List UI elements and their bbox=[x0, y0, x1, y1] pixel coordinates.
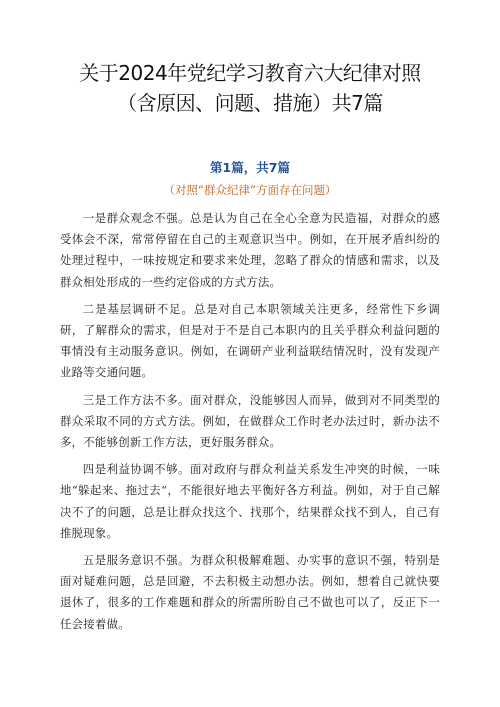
paragraph-5: 五是服务意识不强。为群众积极解难题、办实事的意识不强，特别是面对疑难问题，总是回避，不去积极主动想办法。例如，想着自己就快要退休了，很多的工作难题和群众的所需所盼自己不做也可以了，反正下一任会接着做。 bbox=[60, 553, 440, 631]
document-title bbox=[60, 58, 440, 118]
document-title-line-2: （含原因、问题、措施）共7篇 bbox=[117, 91, 383, 115]
paragraph-1: 一是群众观念不强。总是认为自己在全心全意为民造福，对群众的感受体会不深，常常停留在自己的主观意识当中。例如，在开展矛盾纠纷的处理过程中，一味按规定和要求来处理，忽略了群众的情感和需求，以及群众相处形成的一些约定俗成的方式方法。 bbox=[60, 211, 440, 289]
section-heading: 第1篇，共7篇 bbox=[210, 160, 290, 175]
document-title-line-1: 关于2024年党纪学习教育六大纪律对照 bbox=[79, 61, 421, 85]
paragraph-2: 二是基层调研不足。总是对自己本职领域关注更多，经常性下乡调研，了解群众的需求，但是对于不是自己本职内的且关乎群众利益问题的事情没有主动服务意识。例如，在调研产业利益联结情况时，没有发现产业路等交通问题。 bbox=[60, 301, 440, 380]
document-body bbox=[60, 208, 440, 635]
paragraph-3: 三是工作方法不多。面对群众，没能够因人而异，做到对不同类型的群众采取不同的方式方法。例如，在做群众工作时老办法过时，新办法不多，不能够创新工作方法，更好服务群众。 bbox=[60, 392, 440, 450]
paragraph-4: 四是利益协调不够。面对政府与群众利益关系发生冲突的时候，一味地“躲起来、拖过去“，不能很好地去平衡好各方利益。例如，对于自己解决不了的问题，总是让群众找这个、找那个，结果群众找不到人，自己有推脱现象。 bbox=[60, 462, 440, 540]
section-subtitle: （对照“群众纪律”方面存在问题） bbox=[163, 183, 337, 197]
